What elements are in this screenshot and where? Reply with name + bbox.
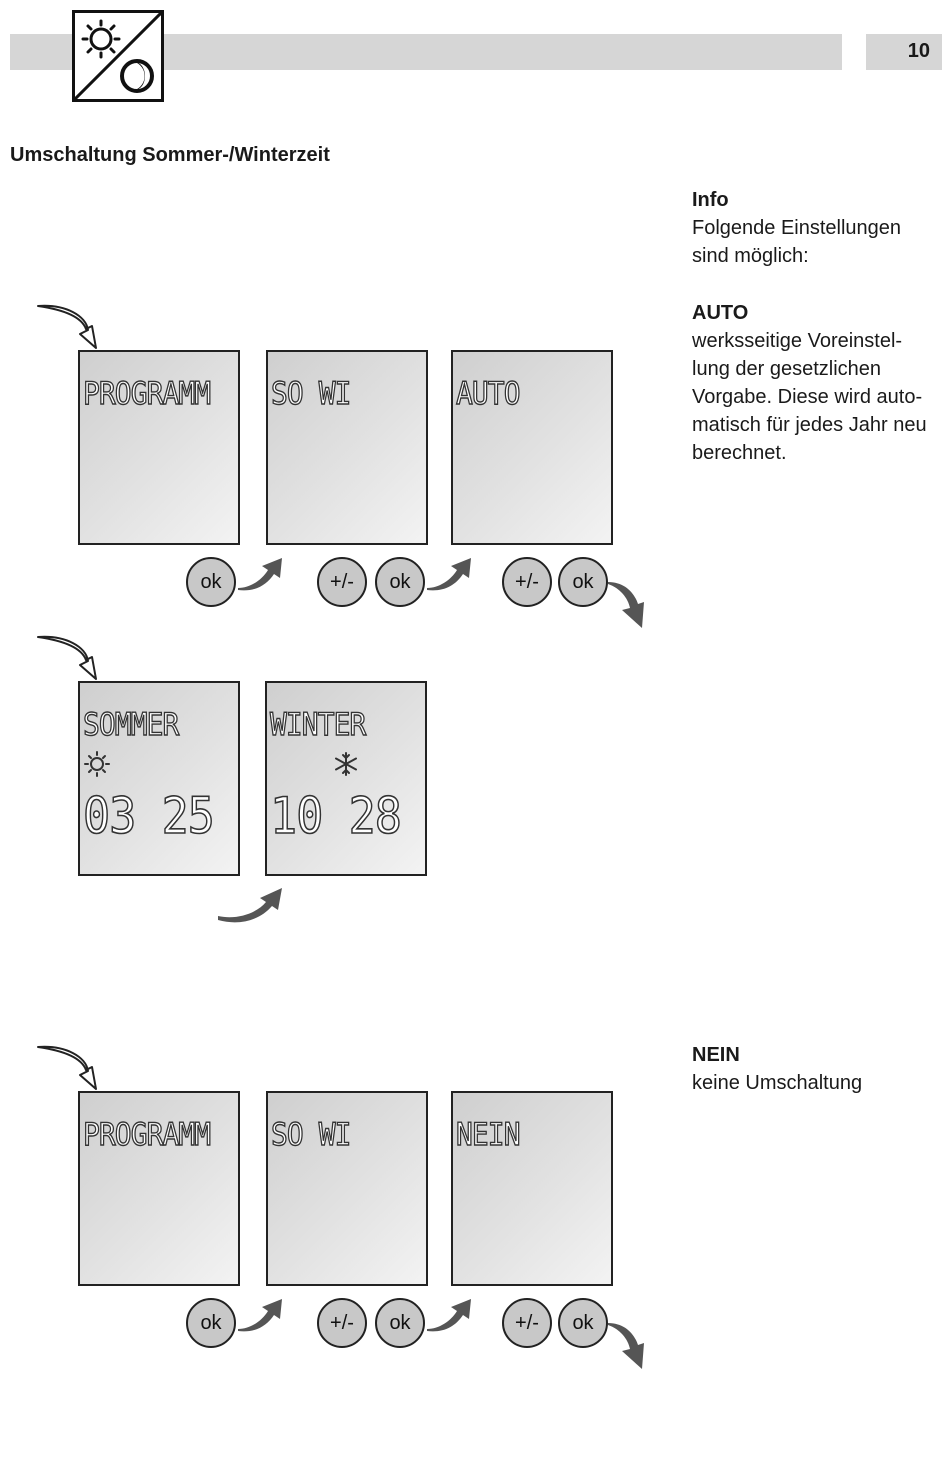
ok-button[interactable]: ok [186, 557, 236, 607]
lcd-text: SO WI [271, 1117, 351, 1153]
lcd-screen-nein [451, 1091, 613, 1286]
lcd-screen-winter [265, 681, 427, 876]
lcd-screen-sowi [266, 350, 428, 545]
lcd-text: PROGRAMM [83, 376, 211, 412]
down-arrow-icon [606, 580, 648, 632]
snowflake-icon [333, 751, 359, 777]
ok-button[interactable]: ok [186, 1298, 236, 1348]
plus-minus-button[interactable]: +/- [317, 557, 367, 607]
plus-minus-button[interactable]: +/- [502, 557, 552, 607]
info-line: Folgende Einstellungen [692, 217, 902, 239]
next-arrow-icon [425, 1297, 475, 1333]
lcd-text: SO WI [271, 376, 351, 412]
auto-line: Vorgabe. Diese wird auto- [692, 386, 923, 408]
nein-block [692, 1041, 942, 1097]
page-number-box [866, 34, 942, 70]
lcd-screen-sommer [78, 681, 240, 876]
start-arrow-icon [36, 1043, 100, 1095]
lcd-screen-programm [78, 350, 240, 545]
lcd-text: PROGRAMM [83, 1117, 211, 1153]
sun-icon [84, 751, 110, 777]
lcd-text: AUTO [456, 376, 520, 412]
auto-line: lung der gesetzlichen [692, 358, 882, 380]
next-arrow-icon [216, 886, 286, 922]
ok-button[interactable]: ok [558, 1298, 608, 1348]
nein-title: NEIN [692, 1044, 740, 1066]
lcd-date: 03 25 [83, 787, 214, 845]
start-arrow-icon [36, 302, 100, 354]
ok-button[interactable]: ok [558, 557, 608, 607]
auto-title: AUTO [692, 302, 749, 324]
start-arrow-icon [36, 633, 100, 685]
next-arrow-icon [425, 556, 475, 592]
page-number: 10 [907, 40, 930, 62]
auto-block [692, 299, 942, 467]
lcd-date: 10 28 [270, 787, 401, 845]
down-arrow-icon [606, 1321, 648, 1373]
lcd-screen-auto [451, 350, 613, 545]
ok-button[interactable]: ok [375, 557, 425, 607]
auto-line: matisch für jedes Jahr neu [692, 414, 927, 436]
info-title: Info [692, 189, 729, 211]
plus-minus-button[interactable]: +/- [317, 1298, 367, 1348]
plus-minus-button[interactable]: +/- [502, 1298, 552, 1348]
lcd-screen-programm [78, 1091, 240, 1286]
auto-line: berechnet. [692, 442, 787, 464]
lcd-text: NEIN [456, 1117, 520, 1153]
lcd-screen-sowi [266, 1091, 428, 1286]
next-arrow-icon [236, 556, 286, 592]
nein-line: keine Umschaltung [692, 1072, 863, 1094]
auto-line: werksseitige Voreinstel- [692, 330, 903, 352]
info-block [692, 186, 942, 270]
lcd-text: SOMMER [83, 707, 179, 743]
section-title: Umschaltung Sommer-/Winterzeit [10, 144, 330, 166]
info-line: sind möglich: [692, 245, 809, 267]
ok-button[interactable]: ok [375, 1298, 425, 1348]
lcd-text: WINTER [270, 707, 366, 743]
sun-moon-icon [72, 10, 164, 102]
next-arrow-icon [236, 1297, 286, 1333]
